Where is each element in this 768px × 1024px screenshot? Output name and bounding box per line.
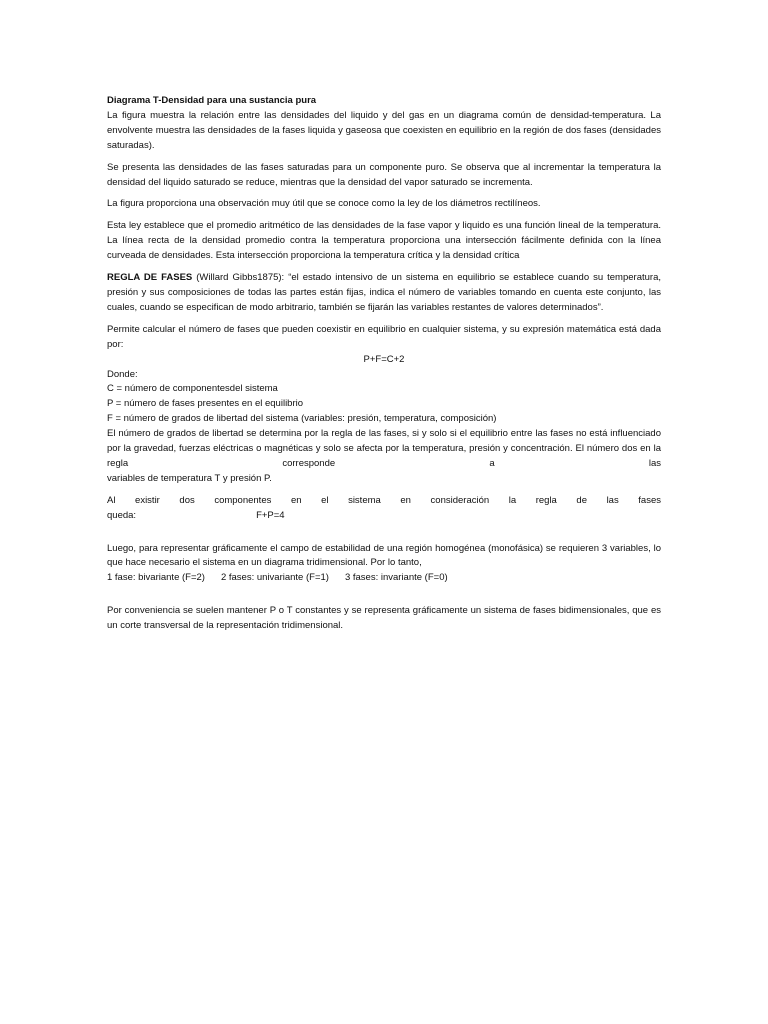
two-components-text: Al existir dos componentes en el sistema en consideración la regla de las fases [107,494,661,506]
paragraph-saturated-densities: Se presenta las densidades de las fases saturadas para un componente puro. Se observa que al incrementar la temperatura la densidad del liquido saturado se reduce, mientras que la densidad del vapor saturado se incrementa. [107,161,661,188]
paragraph-two-components [107,494,661,524]
definition-p: P = número de fases presentes en el equilibrio [107,398,304,410]
option-three-phases: 3 fases: invariante (F=0) [344,572,448,584]
paragraph-degrees-freedom [107,427,661,487]
degrees-freedom-end: variables de temperatura T y presión P. [107,472,272,484]
degrees-freedom-text: El número de grados de libertad se determina por la regla de las fases, si y solo si el equilibrio entre las fases no está influenciado por la gravedad, fuerzas eléctricas o magnéticas y solo se afecta por la temperatura, presión y concentración. El número dos en la regla corresponde a las [107,428,661,469]
intro-block [107,94,661,154]
paragraph-phase-rule [107,271,661,316]
phase-rule-text: (Willard Gibbs1875): “el estado intensivo de un sistema en equilibrio se establece cuando su temperatura, presión y sus composiciones de todas las partes están fijas, indica el número de variables tomando en cuenta este conjunto, las cuales, cuando se especifican de modo arbitrario, también se fijarán las variables restantes de valores determinados”. [107,272,661,313]
paragraph-phase-count: Permite calcular el número de fases que pueden coexistir en equilibrio en cualquier sistema, y su expresión matemática está dada por: [107,323,661,350]
definition-f: F = número de grados de libertad del sistema (variables: presión, temperatura, composición) [107,413,497,425]
paragraph-rectilinear-diameters: La figura proporciona una observación muy útil que se conoce como la ley de los diámetros rectilíneos. [107,198,541,210]
intro-paragraph: La figura muestra la relación entre las densidades del liquido y del gas en un diagrama común de densidad-temperatura. La envolvente muestra las densidades de la fases liquida y gaseosa que coexisten en equilibrio en la región de dos fases (densidades saturadas). [107,109,661,151]
definition-c: C = número de componentesdel sistema [107,383,278,395]
queda-label: queda: [107,509,137,521]
option-one-phase: 1 fase: bivariante (F=2) [107,572,205,584]
document-page [107,94,661,641]
donde-label: Donde: [107,368,138,380]
paragraph-three-variables: Luego, para representar gráficamente el campo de estabilidad de una región homogénea (monofásica) se requieren 3 variables, lo que hace necesario el sistema en un diagrama tridimensional. Por lo tanto, [107,542,661,569]
reduced-formula: F+P=4 [256,509,285,521]
option-two-phases: 2 fases: univariante (F=1) [220,572,329,584]
paragraph-convenience: Por conveniencia se suelen mantener P o T constantes y se representa gráficamente un sistema de fases bidimensionales, que es un corte transversal de la representación tridimensional. [107,605,661,632]
phase-rule-formula: P+F=C+2 [363,353,405,365]
variance-options [107,571,661,586]
paragraph-linear-law: Esta ley establece que el promedio aritmético de las densidades de la fase vapor y liquido es una función lineal de la temperatura. La línea recta de la densidad promedio contra la temperatura proporciona una intersección fácilmente definida con la línea curveada de densidades. Esta intersección proporciona la temperatura crítica y la densidad crítica [107,220,661,262]
phase-rule-heading: REGLA DE FASES [107,272,193,284]
document-title: Diagrama T-Densidad para una sustancia pura [107,95,317,106]
